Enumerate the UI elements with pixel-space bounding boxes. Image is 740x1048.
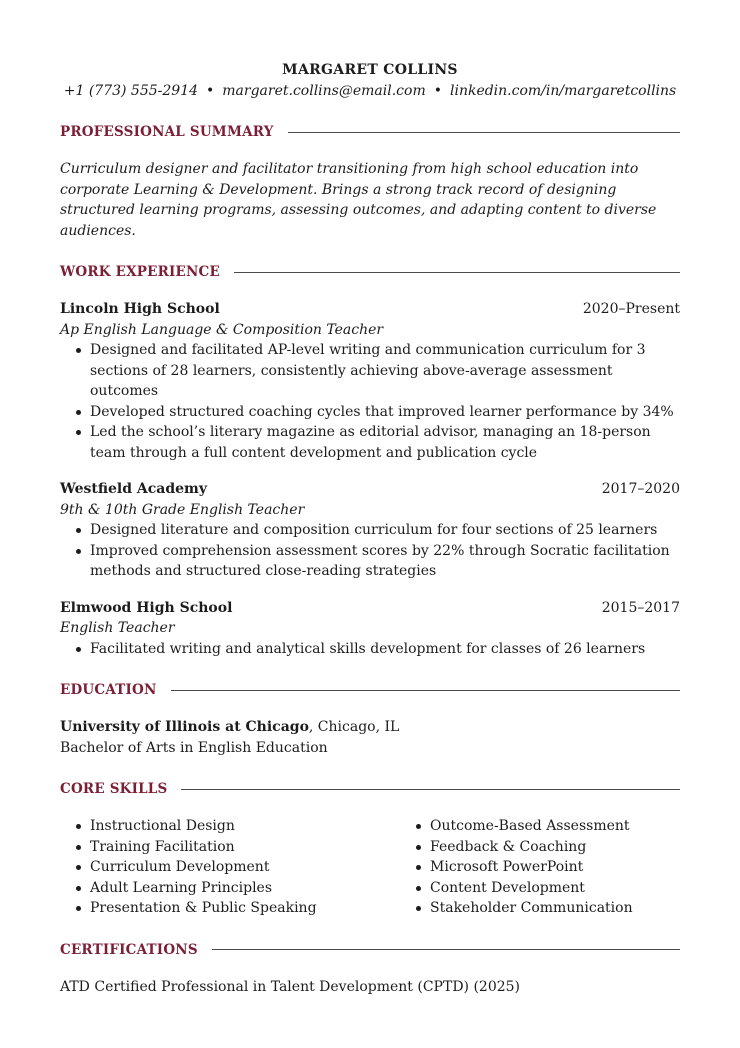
job-organization: Elmwood High School [60, 599, 233, 616]
resume-header [60, 60, 680, 101]
education-entry [60, 717, 680, 758]
skill-item: Training Facilitation [90, 837, 400, 858]
job-bullets [60, 340, 680, 463]
section-header-summary [60, 121, 680, 143]
section-divider [171, 690, 680, 691]
job-dates: 2015–2017 [601, 599, 680, 616]
skill-item: Content Development [430, 878, 740, 899]
job-entry [60, 598, 680, 660]
job-organization: Lincoln High School [60, 301, 220, 317]
section-header-experience [60, 261, 680, 283]
list-item: Designed and facilitated AP-level writing and communication curriculum for 3 sections of 28 learners, consistently achieving above-average assessment outcomes [90, 340, 680, 402]
skill-item: Adult Learning Principles [90, 878, 400, 899]
section-title: CORE SKILLS [60, 781, 168, 797]
education-degree: Bachelor of Arts in English Education [60, 739, 328, 756]
email-address: margaret.collins@email.com [222, 83, 426, 99]
experience-list [60, 299, 680, 659]
section-title: CERTIFICATIONS [60, 941, 198, 958]
job-bullets [60, 520, 680, 582]
job-entry [60, 479, 680, 582]
certification-item: ATD Certified Professional in Talent Development (CPTD) (2025) [60, 978, 521, 995]
job-role: English Teacher [60, 620, 175, 636]
section-divider [234, 272, 680, 273]
skill-item: Feedback & Coaching [430, 837, 740, 858]
list-item: Facilitated writing and analytical skills development for classes of 26 learners [90, 639, 680, 660]
skill-item: Instructional Design [90, 816, 400, 837]
job-dates: 2020–Present [582, 301, 680, 317]
contact-separator: • [206, 83, 215, 99]
job-role: 9th & 10th Grade English Teacher [60, 501, 305, 518]
section-header-education [60, 679, 680, 701]
section-divider [288, 132, 680, 133]
candidate-name: MARGARET COLLINS [282, 62, 458, 78]
section-divider [212, 949, 680, 950]
skill-item: Microsoft PowerPoint [430, 857, 740, 878]
list-item: Designed literature and composition curriculum for four sections of 25 learners [90, 520, 680, 541]
summary-text: Curriculum designer and facilitator transitioning from high school education into corporate Learning & Development. Brings a strong track record of designing structured learning programs, assessing outcomes, and adapting content to diverse audiences. [60, 161, 657, 239]
education-school: University of Illinois at Chicago [60, 719, 309, 735]
section-divider [181, 789, 680, 790]
education-location: , Chicago, IL [308, 719, 400, 735]
section-title: WORK EXPERIENCE [60, 264, 220, 280]
list-item: Developed structured coaching cycles that improved learner performance by 34% [90, 402, 680, 423]
section-header-skills [60, 778, 680, 800]
job-entry [60, 299, 680, 463]
skill-item: Curriculum Development [90, 857, 400, 878]
job-bullets [60, 639, 680, 660]
skill-item: Stakeholder Communication [430, 898, 740, 919]
job-dates: 2017–2020 [601, 481, 680, 497]
list-item: Led the school’s literary magazine as editorial advisor, managing an 18-person team through a full content development and publication cycle [90, 422, 680, 463]
skills-column-right [400, 816, 740, 919]
skills-column-left [60, 816, 400, 919]
phone-number: +1 (773) 555-2914 [63, 83, 199, 99]
skill-item: Outcome-Based Assessment [430, 816, 740, 837]
section-title: EDUCATION [60, 682, 157, 698]
contact-separator: • [433, 83, 442, 99]
skills-grid [60, 816, 680, 919]
list-item: Improved comprehension assessment scores by 22% through Socratic facilitation methods and structured close-reading strategies [90, 541, 680, 582]
section-header-certifications [60, 939, 680, 961]
job-role: Ap English Language & Composition Teacher [60, 321, 384, 338]
contact-line [60, 81, 680, 101]
job-organization: Westfield Academy [60, 481, 208, 497]
section-title: PROFESSIONAL SUMMARY [60, 124, 274, 140]
linkedin-url: linkedin.com/in/margaretcollins [449, 83, 677, 99]
skill-item: Presentation & Public Speaking [90, 898, 400, 919]
